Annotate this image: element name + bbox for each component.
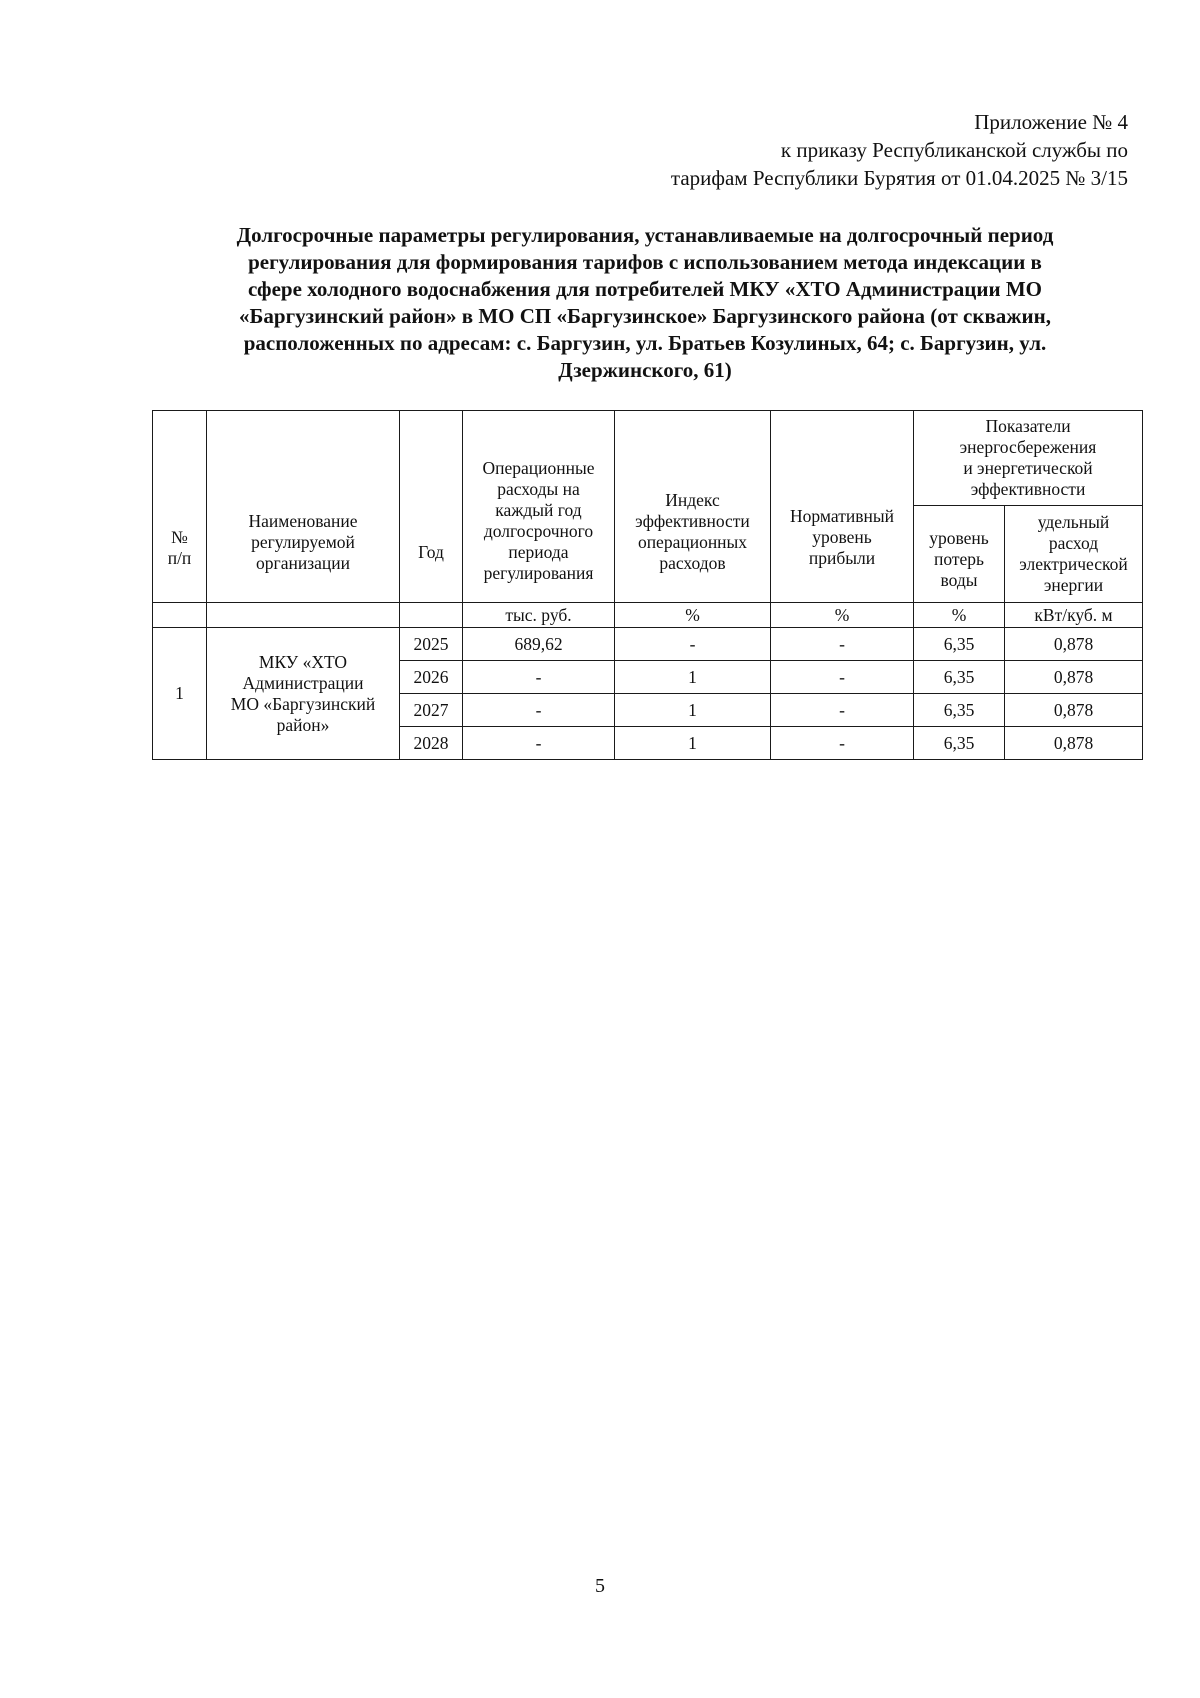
text-line: организации [256,552,350,573]
unit-specific-consumption: кВт/куб. м [1005,603,1143,628]
cell-efficiency-index: 1 [615,661,771,694]
unit-profit-level: % [771,603,914,628]
text-line: Операционные [482,458,595,478]
cell-water-loss: 6,35 [914,727,1005,760]
cell-water-loss: 6,35 [914,628,1005,661]
cell-year: 2025 [400,628,463,661]
text-line: Администрации [242,672,364,693]
header-organization [207,411,400,603]
text-line: регулирования [483,563,594,583]
title-line: сфере холодного водоснабжения для потребителей МКУ «ХТО Администрации МО [248,277,1042,301]
text-line: воды [940,569,978,590]
text-line: Наименование [248,510,358,531]
cell-profit-level: - [771,694,914,727]
unit-water-loss: % [914,603,1005,628]
text-line: энергии [1043,575,1104,595]
text-line: удельный [1037,512,1110,532]
header-num [153,411,207,603]
text-line: Показатели [985,416,1071,436]
text-line: Нормативный [790,505,894,526]
row-number: 1 [153,628,207,760]
text-line: и энергетической [963,458,1093,478]
text-line: расходы на [497,479,580,499]
annex-line: Приложение № 4 [974,110,1128,134]
cell-operating-costs: 689,62 [463,628,615,661]
cell-operating-costs: - [463,661,615,694]
text-line: п/п [167,547,192,568]
text-line: периода [508,542,569,562]
text-line: расход [1048,533,1099,553]
cell-specific-consumption: 0,878 [1005,628,1143,661]
text-line: № [171,526,188,547]
text-line: район» [276,714,330,735]
header-water-loss [914,506,1005,603]
cell-profit-level: - [771,661,914,694]
unit-operating-costs: тыс. руб. [463,603,615,628]
cell-year: 2026 [400,661,463,694]
cell-specific-consumption: 0,878 [1005,694,1143,727]
annex-reference [671,108,1128,192]
text-line: операционных [637,531,748,552]
cell-profit-level: - [771,727,914,760]
page-number: 5 [595,1575,605,1597]
text-line: энергосбережения [959,437,1097,457]
cell-efficiency-index: 1 [615,694,771,727]
table-row [153,628,1143,661]
title-line: расположенных по адресам: с. Баргузин, ул. Братьев Козулиных, 64; с. Баргузин, ул. [243,331,1047,355]
text-line: потерь [933,548,985,569]
cell-operating-costs: - [463,694,615,727]
title-line: Долгосрочные параметры регулирования, устанавливаемые на долгосрочный период [236,223,1054,247]
text-line: уровень [929,527,989,548]
text-line: Год [418,542,444,562]
title-line: Дзержинского, 61) [558,358,732,382]
cell-operating-costs: - [463,727,615,760]
annex-line: к приказу Республиканской службы по [780,138,1128,162]
header-efficiency-index [615,411,771,603]
cell-year: 2027 [400,694,463,727]
text-line: расходов [659,552,726,573]
text-line: прибыли [808,547,876,568]
organization-name [207,628,400,760]
text-line: Индекс [665,489,720,510]
cell-specific-consumption: 0,878 [1005,661,1143,694]
cell-efficiency-index: - [615,628,771,661]
text-line: эффективности [970,479,1086,499]
unit-efficiency-index: % [615,603,771,628]
header-specific-consumption [1005,506,1143,603]
cell-year: 2028 [400,727,463,760]
header-operating-costs [463,411,615,603]
parameters-table [152,410,1143,760]
title-line: регулирования для формирования тарифов с использованием метода индексации в [248,250,1042,274]
text-line: электрической [1019,554,1128,574]
cell-water-loss: 6,35 [914,661,1005,694]
cell-profit-level: - [771,628,914,661]
cell-water-loss: 6,35 [914,694,1005,727]
header-profit-level [771,411,914,603]
document-title [150,222,1140,384]
header-energy-indicators [914,411,1143,506]
text-line: МКУ «ХТО [258,651,348,672]
text-line: долгосрочного [483,521,594,541]
text-line: уровень [812,526,872,547]
header-year [400,411,463,603]
cell-specific-consumption: 0,878 [1005,727,1143,760]
text-line: каждый год [495,500,582,520]
annex-line: тарифам Республики Бурятия от 01.04.2025 № 3/15 [670,166,1128,190]
text-line: регулируемой [251,531,355,552]
text-line: МО «Баргузинский [230,693,376,714]
cell-efficiency-index: 1 [615,727,771,760]
text-line: эффективности [635,510,750,531]
title-line: «Баргузинский район» в МО СП «Баргузинское» Баргузинского района (от скважин, [239,304,1051,328]
